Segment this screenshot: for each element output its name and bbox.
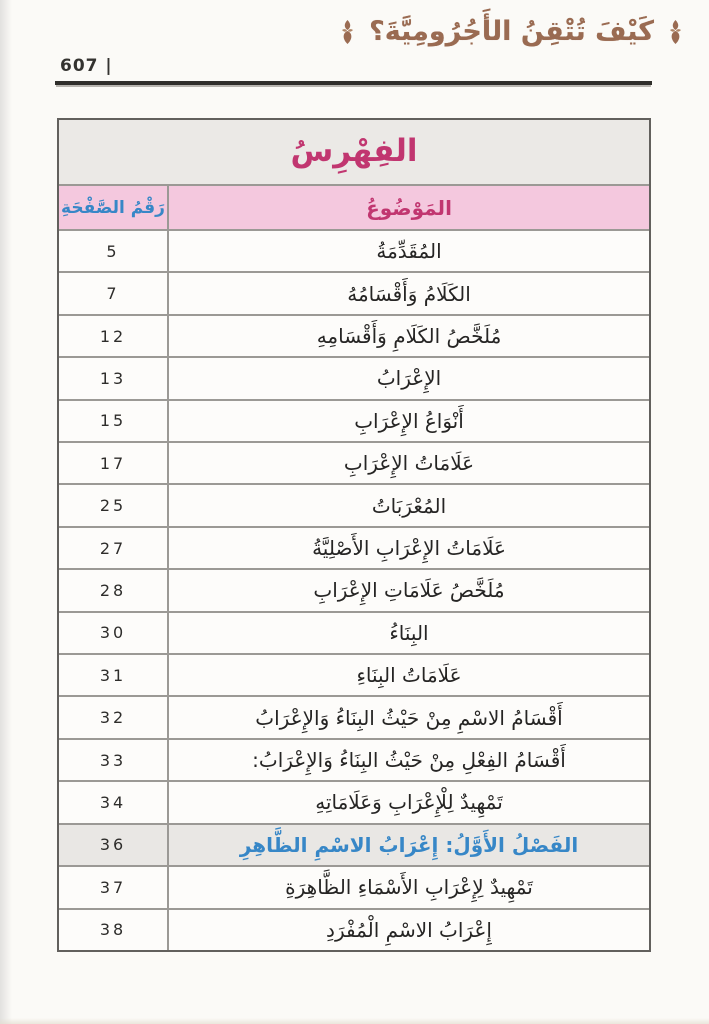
toc-row (59, 399, 649, 441)
page-number-cell: 32 (59, 697, 169, 737)
page-number-cell: 13 (59, 358, 169, 398)
page-number-cell: 34 (59, 782, 169, 822)
page-number-cell: 28 (59, 570, 169, 610)
topic-cell: أَقْسَامُ الاسْمِ مِنْ حَيْثُ البِنَاءُ وَالإِعْرَابُ (255, 705, 563, 730)
toc-row (59, 314, 649, 356)
toc-row (59, 908, 649, 950)
column-header-page-number: رَقْمُ الصَّفْحَةِ (59, 186, 169, 229)
topic-cell: المُقَدِّمَةُ (376, 239, 442, 264)
topic-cell: المُعْرَبَاتُ (371, 493, 447, 518)
toc-row (59, 526, 649, 568)
page-number-cell: 33 (59, 740, 169, 780)
page-number-cell: 17 (59, 443, 169, 483)
page-number-cell: 31 (59, 655, 169, 695)
topic-cell: الفَصْلُ الأَوَّلُ: إِعْرَابُ الاسْمِ الظَّاهِرِ (239, 832, 579, 857)
scan-left-edge (0, 0, 12, 1024)
page-number-cell: 27 (59, 528, 169, 568)
toc-row (59, 653, 649, 695)
toc-header-row (59, 184, 649, 231)
toc-row (59, 271, 649, 313)
toc-row (59, 738, 649, 780)
toc-title: الفِهْرِسُ (59, 120, 649, 184)
topic-cell: عَلَامَاتُ الإِعْرَابِ الأَصْلِيَّةُ (312, 536, 506, 561)
header-divider-rule (55, 81, 652, 85)
table-of-contents (57, 118, 651, 952)
topic-cell: الكَلَامُ وَأَقْسَامُهُ (347, 281, 471, 306)
topic-cell: عَلَامَاتُ البِنَاءِ (356, 663, 462, 688)
book-title-calligraphy (340, 16, 683, 47)
topic-cell: مُلَخَّصُ الكَلَامِ وَأَقْسَامِهِ (316, 324, 502, 349)
topic-cell: عَلَامَاتُ الإِعْرَابِ (343, 451, 475, 476)
topic-cell: تَمْهِيدٌ لِلْإِعْرَابِ وَعَلَامَاتِهِ (315, 790, 503, 815)
toc-rows-container (59, 231, 649, 950)
page-number-cell: 25 (59, 485, 169, 525)
topic-cell: مُلَخَّصُ عَلَامَاتِ الإِعْرَابِ (313, 578, 505, 603)
scan-bottom-edge (0, 1018, 709, 1024)
toc-row-chapter (59, 823, 649, 865)
toc-row (59, 568, 649, 610)
book-title: كَيْفَ تُتْقِنُ الأَجُرُومِيَّةَ؟ (369, 16, 654, 47)
toc-row (59, 441, 649, 483)
toc-row (59, 695, 649, 737)
toc-row (59, 865, 649, 907)
toc-row (59, 780, 649, 822)
topic-cell: أَنْوَاعُ الإِعْرَابِ (354, 408, 464, 433)
toc-row (59, 231, 649, 271)
topic-cell: الإِعْرَابُ (376, 366, 442, 391)
topic-cell: تَمْهِيدٌ لِإِعْرَابِ الأَسْمَاءِ الظَّاهِرَةِ (285, 875, 533, 900)
page-number-cell: 5 (59, 231, 169, 271)
column-header-topic: المَوْضُوعُ (366, 195, 452, 220)
page-number-cell: 38 (59, 910, 169, 950)
toc-row (59, 483, 649, 525)
page-number-cell: 12 (59, 316, 169, 356)
toc-row (59, 356, 649, 398)
topic-cell: البِنَاءُ (389, 620, 429, 645)
topic-cell: إِعْرَابُ الاسْمِ الْمُفْرَدِ (326, 917, 492, 942)
page-number-cell: 37 (59, 867, 169, 907)
page-number-cell: 15 (59, 401, 169, 441)
floral-ornament-icon (340, 19, 355, 45)
page-number-cell: 7 (59, 273, 169, 313)
page-number-cell: 30 (59, 613, 169, 653)
folio-page-number: 607 | (60, 56, 113, 76)
topic-cell: أَقْسَامُ الفِعْلِ مِنْ حَيْثُ البِنَاءُ وَالإِعْرَابُ: (252, 748, 566, 773)
page-number-cell: 36 (59, 825, 169, 865)
toc-row (59, 611, 649, 653)
floral-ornament-icon (668, 19, 683, 45)
